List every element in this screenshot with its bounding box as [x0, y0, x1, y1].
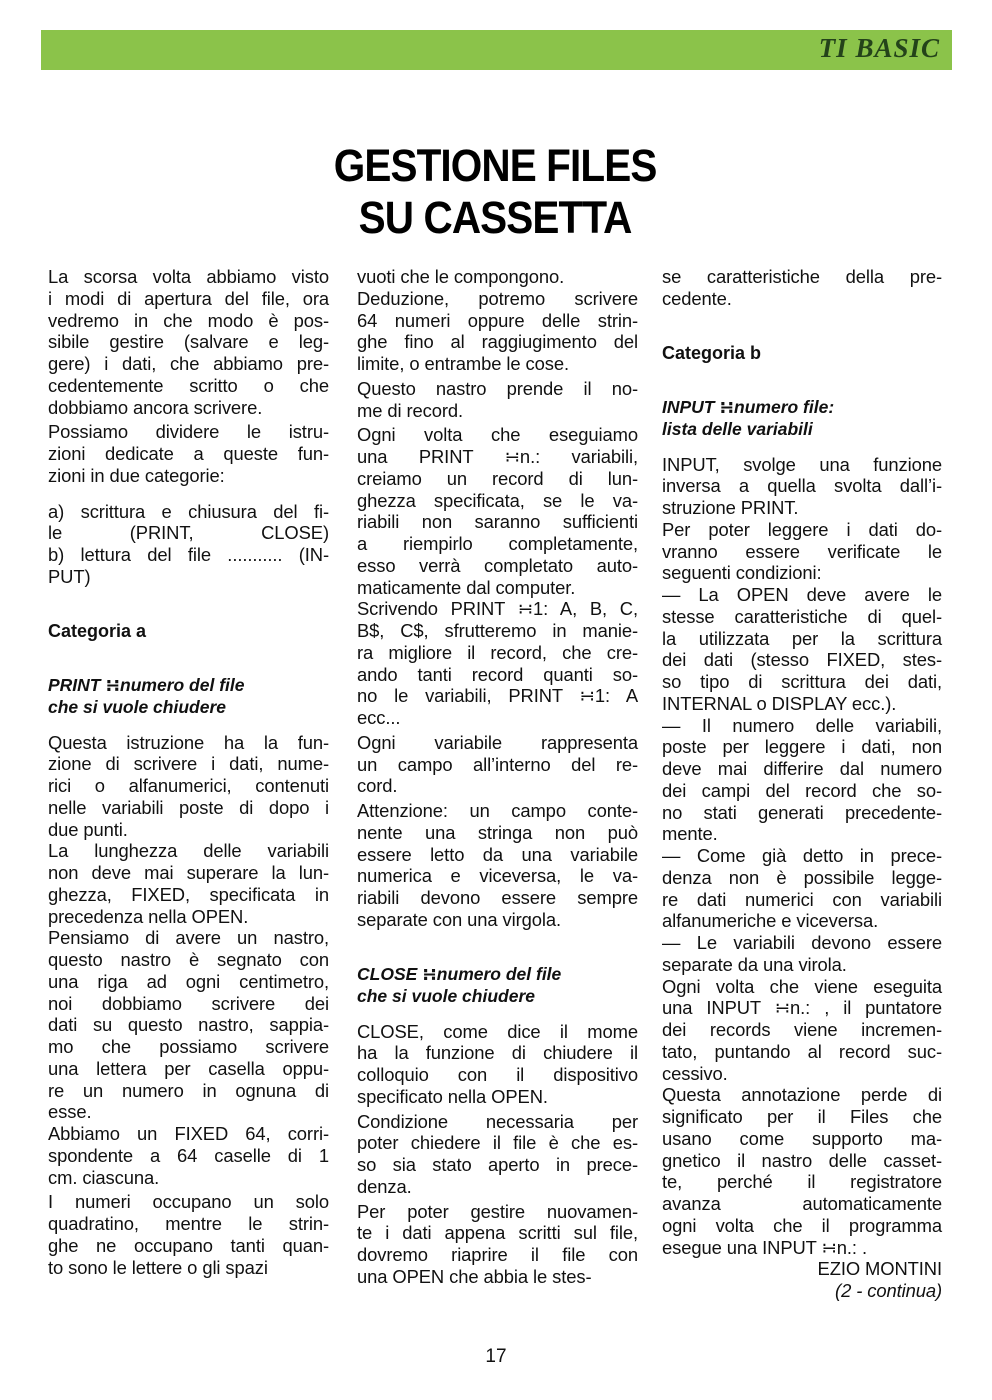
text-line: b) lettura del file ........... (IN- [48, 544, 329, 565]
text-line: alfanumeriche e viceversa. [662, 910, 879, 932]
text-line: quadratino, mentre le strin- [48, 1213, 329, 1234]
text-line: dei campi del record che so- [662, 779, 942, 801]
text-line: Attenzione: un campo conte- [357, 800, 638, 821]
text-line: te i dati appena scritti sul file, [357, 1222, 638, 1244]
text-line: Ogni variabile rappresenta [357, 731, 638, 753]
text-line: seguenti condizioni: [662, 562, 822, 584]
text-line: se caratteristiche della pre- [662, 266, 942, 287]
text-line: ghezza specificata, se le va- [357, 489, 638, 511]
text-line: so tipo di scrittura dei dati, [662, 671, 942, 692]
command-heading [662, 396, 942, 440]
text-line: La lunghezza delle variabili [48, 840, 329, 862]
text-line: rici o alfanumerici, contenuti [48, 775, 329, 796]
text-line: stesse caratteristiche di quel- [662, 605, 942, 627]
text-line: essere letto da una variabile [357, 843, 638, 865]
text-line: riabili non saranno sufficienti [357, 511, 638, 533]
text-line: Ogni volta che viene eseguita [662, 975, 942, 997]
text-line: inversa a quella svolta dall’i- [662, 475, 942, 497]
text-line: tato, puntando al record suc- [662, 1040, 942, 1062]
text-line: no le variabili, PRINT ∺1: A [357, 685, 638, 707]
page-number: 17 [485, 1346, 507, 1367]
paragraph [357, 598, 638, 729]
text-line: colloquio con il dispositivo [357, 1064, 638, 1085]
text-line: specificato nella OPEN. [357, 1085, 548, 1107]
paragraph [662, 1084, 942, 1258]
text-line: INPUT, svolge una funzione [662, 453, 942, 475]
text-line: usano come supporto ma- [662, 1127, 942, 1149]
text-line: I numeri occupano un solo [48, 1191, 329, 1213]
text-line: la utilizzata per la scrittura [662, 627, 942, 649]
text-line: esegue una INPUT ∺n.: . [662, 1236, 867, 1258]
text-line: no stati generati precedente- [662, 801, 942, 823]
text-line: — Come già detto in prece- [662, 845, 942, 866]
text-line: ha la funzione di chiudere il [357, 1042, 638, 1064]
text-line: ecc... [357, 707, 401, 728]
text-line: esso verrà completato auto- [357, 554, 638, 576]
text-line: dovremo riaprire il file con [357, 1244, 638, 1265]
text-line: Questa annotazione perde di [662, 1084, 942, 1106]
text-line: ra migliore il record, che cre- [357, 641, 638, 663]
text-line: una OPEN che abbia le stes- [357, 1265, 592, 1287]
paragraph [357, 378, 638, 422]
paragraph [48, 1123, 329, 1188]
text-line: sibile gestire (salvare e leg- [48, 331, 329, 353]
text-line: Ogni volta che eseguiamo [357, 424, 638, 446]
continuation-note: (2 - continua) [835, 1280, 942, 1301]
text-line: vedremo in che modo è pos- [48, 309, 329, 331]
text-line: ogni volta che il programma [662, 1214, 942, 1236]
text-line: cord. [357, 775, 398, 797]
text-line: Scrivendo PRINT ∺1: A, B, C, [357, 598, 638, 620]
title-line-2: SU CASSETTA [358, 192, 632, 243]
text-line: esse. [48, 1101, 92, 1123]
text-line: denza. [357, 1175, 412, 1197]
text-line: a riempirlo completamente, [357, 533, 638, 554]
title-line-1: GESTIONE FILES [333, 140, 657, 191]
category-heading: Categoria b [662, 342, 762, 363]
paragraph [357, 288, 638, 375]
text-line: due punti. [48, 818, 128, 840]
command-heading-line: INPUT ∺numero file: [662, 396, 835, 417]
text-line: Abbiamo un FIXED 64, corri- [48, 1123, 329, 1144]
text-line: i modi di apertura del file, ora [48, 287, 329, 309]
text-line: gnetico il nastro delle casset- [662, 1149, 942, 1171]
text-line: Per poter gestire nuovamen- [357, 1200, 638, 1222]
paragraph [48, 266, 329, 418]
paragraph [357, 1201, 638, 1288]
text-line: maticamente dal computer. [357, 576, 576, 598]
text-line: zioni dedicate a queste fun- [48, 443, 329, 464]
paragraph [48, 732, 329, 841]
paragraph [48, 421, 329, 486]
paragraph [357, 266, 638, 288]
text-line: vuoti che le compongono. [357, 266, 565, 287]
paragraph [357, 800, 638, 931]
text-line: noi dobbiamo scrivere dei [48, 992, 329, 1014]
text-line: Deduzione, potremo scrivere [357, 287, 638, 309]
paragraph [662, 845, 942, 932]
paragraph [662, 519, 942, 584]
text-line: a) scrittura e chiusura del fi- [48, 500, 329, 522]
text-line: mente. [662, 823, 718, 845]
text-line: me di record. [357, 399, 464, 421]
category-heading: Categoria a [48, 620, 147, 641]
text-line: Possiamo dividere le istru- [48, 421, 329, 443]
text-line: struzione PRINT. [662, 497, 799, 518]
text-line: — Le variabili devono essere [662, 932, 942, 953]
text-line: cessivo. [662, 1062, 728, 1084]
paragraph [48, 840, 329, 927]
paragraph [662, 715, 942, 846]
text-line: spondente a 64 caselle di 1 [48, 1144, 329, 1166]
column-3 [662, 266, 942, 1302]
section-label: TI BASIC [818, 33, 940, 63]
text-line: dati su questo nastro, sappia- [48, 1014, 329, 1036]
text-line: ghe ne occupano tanti quan- [48, 1234, 329, 1256]
text-line: cedente. [662, 287, 732, 309]
text-line: Per poter leggere i dati do- [662, 518, 942, 540]
text-line: INTERNAL o DISPLAY ecc.). [662, 692, 897, 714]
paragraph [662, 976, 942, 1085]
paragraph [48, 927, 329, 1123]
command-heading [357, 963, 638, 1007]
text-line: PUT) [48, 565, 91, 587]
text-line: re un numero in ognuna di [48, 1079, 329, 1101]
text-line: numerica e viceversa, le va- [357, 865, 638, 887]
text-line: deve mai differire dal numero [662, 758, 942, 779]
paragraph [48, 1191, 329, 1278]
text-line: La scorsa volta abbiamo visto [48, 266, 329, 287]
text-line: so sia stato aperto in prece- [357, 1154, 638, 1175]
paragraph [357, 1021, 638, 1108]
text-line: Questa istruzione ha la fun- [48, 731, 329, 753]
text-line: Condizione necessaria per [357, 1110, 638, 1132]
text-line: creiamo un record di lun- [357, 467, 638, 489]
paragraph [357, 732, 638, 797]
text-line: CLOSE, come dice il mome [357, 1020, 638, 1042]
text-line: B$, C$, sfrutteremo in manie- [357, 620, 638, 641]
text-line: una riga ad ogni centimetro, [48, 970, 329, 992]
text-line: una INPUT ∺n.: , il puntatore [662, 997, 942, 1019]
text-line: mo che possiamo scrivere [48, 1036, 329, 1057]
command-heading-line: PRINT ∺numero del file [48, 674, 245, 695]
text-line: separate da una virola. [662, 953, 847, 975]
column-2 [357, 266, 638, 1288]
text-line: vranno essere verificate le [662, 540, 942, 562]
text-line: poter chiedere il file è che es- [357, 1132, 638, 1154]
text-line: — La OPEN deve avere le [662, 584, 942, 605]
command-heading-line: che si vuole chiudere [357, 985, 535, 1006]
text-line: separate con una virgola. [357, 908, 562, 930]
text-line: precedenza nella OPEN. [48, 905, 249, 927]
text-line: un campo all’interno del re- [357, 753, 638, 775]
text-line: ghezza, FIXED, specificata in [48, 883, 329, 905]
text-line: re dati numerici con variabili [662, 888, 942, 910]
text-line: te, perché il registratore [662, 1171, 942, 1193]
text-line: dei dati (stesso FIXED, stes- [662, 649, 942, 671]
text-line: dobbiamo ancora scrivere. [48, 396, 263, 418]
text-line: to sono le lettere o gli spazi [48, 1256, 268, 1278]
command-heading [48, 674, 329, 718]
command-heading-line: che si vuole chiudere [48, 696, 226, 717]
article-title [49, 140, 942, 244]
text-line: una lettera per casella oppu- [48, 1057, 329, 1079]
text-line: zioni in due categorie: [48, 464, 225, 486]
command-heading-line: CLOSE ∺numero del file [357, 963, 562, 984]
text-line: Questo nastro prende il no- [357, 377, 638, 399]
text-line: 64 numeri oppure delle strin- [357, 309, 638, 331]
paragraph [662, 932, 942, 976]
paragraph [48, 501, 329, 588]
section-banner [41, 30, 952, 70]
text-line: limite, o entrambe le cose. [357, 353, 569, 374]
text-line: avanza automaticamente [662, 1193, 942, 1214]
text-line: cm. ciascuna. [48, 1166, 160, 1188]
text-line: cedentemente scritto o che [48, 374, 329, 396]
text-line: — Il numero delle variabili, [662, 714, 942, 736]
text-line: Pensiamo di avere un nastro, [48, 927, 329, 949]
command-heading-line: lista delle variabili [662, 418, 813, 439]
text-line: poste per leggere i dati, non [662, 736, 942, 758]
text-line: zione di scrivere i dati, nume- [48, 753, 329, 775]
paragraph [662, 454, 942, 519]
text-line: nente una stringa non può [357, 821, 638, 843]
text-line: le (PRINT, CLOSE) [48, 522, 329, 544]
author-name: EZIO MONTINI [817, 1258, 942, 1280]
text-line: una PRINT ∺n.: variabili, [357, 446, 638, 467]
text-line: riabili devono essere sempre [357, 887, 638, 908]
text-line: ando tanti record quanti so- [357, 663, 638, 685]
column-1 [48, 266, 329, 1278]
text-line: ghe fino al raggiugimento del [357, 331, 638, 353]
paragraph [357, 1111, 638, 1198]
text-line: non deve mai superare la lun- [48, 862, 329, 883]
text-line: nelle variabili poste di dopo i [48, 796, 329, 818]
paragraph [662, 584, 942, 715]
text-line: dei records viene incremen- [662, 1019, 942, 1040]
paragraph [662, 266, 942, 310]
text-line: significato per il Files che [662, 1106, 942, 1127]
text-line: gere) i dati, che abbiamo pre- [48, 353, 329, 374]
text-line: denza non è possibile legge- [662, 866, 942, 888]
text-line: questo nastro è segnato con [48, 949, 329, 970]
paragraph [357, 424, 638, 598]
